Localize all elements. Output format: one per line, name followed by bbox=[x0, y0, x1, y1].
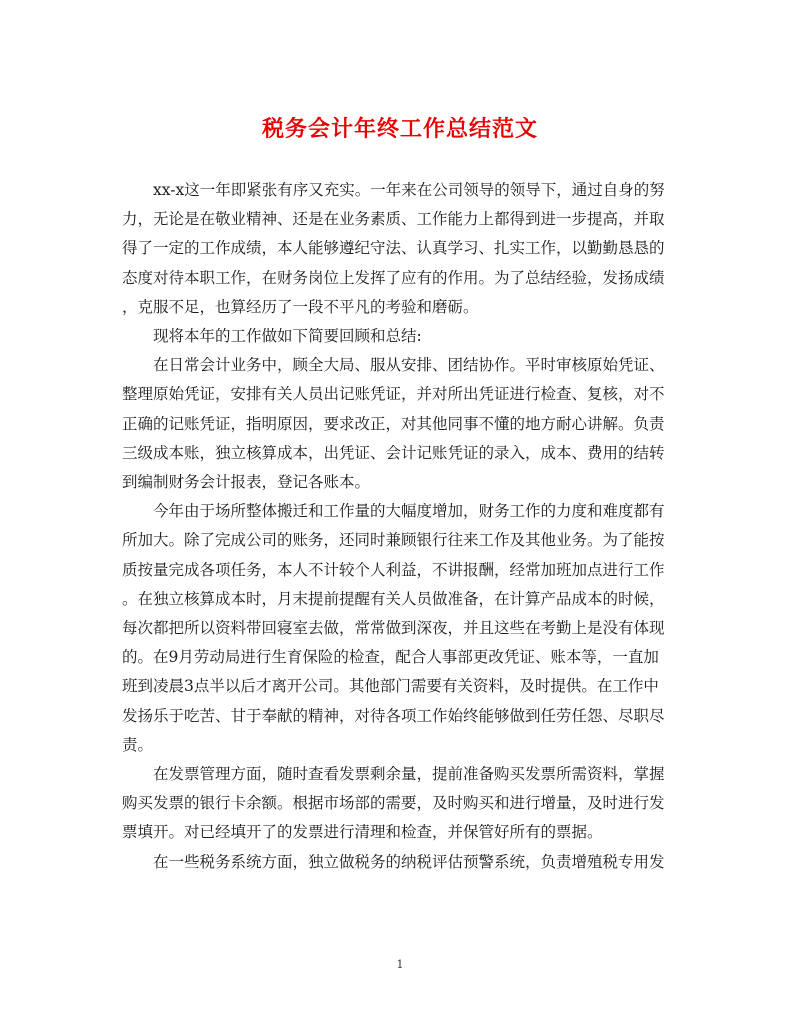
paragraph-summary-lead: 现将本年的工作做如下简要回顾和总结: bbox=[153, 327, 422, 346]
paragraph-relocation-workload: 今年由于场所整体搬迁和工作量的大幅度增加，财务工作的力度和难度都有 所加大。除了完成公司的账务，还同时兼顾银行往来工作及其他业务。为了能按 质按量完成各项任务，本人不计较个人利益，不讲报酬，经常加班加点进行工作 。在独立核算成本时，月末提前提醒有关人员做准备，在计算产品成本的时候， 每次都把所以资料带回寝室去做，常常做到深夜，并且这些在考勤上是没有体现 的。在9月劳动局进行生育保险的检查，配合人事部更改凭证、账本等，一直加 班到凌晨3点半以后才离开公司。其他部门需要有关资料，及时提供。在工作中 发扬乐于吃苦、甘于奉献的精神，对待各项工作始终能够做到任劳任怨、尽职尽 责。 bbox=[122, 502, 665, 754]
paragraph-invoice-management: 在发票管理方面，随时查看发票剩余量，提前准备购买发票所需资料，掌握 购买发票的银行卡余额。根据市场部的需要，及时购买和进行增量，及时进行发 票填开。对已经填开了的发票进行清理和检查，并保管好所有的票据。 bbox=[122, 765, 665, 842]
page-number: 1 bbox=[396, 958, 404, 971]
paragraph-intro: xx-x这一年即紧张有序又充实。一年来在公司领导的领导下，通过自身的努 力，无论是在敬业精神、还是在业务素质、工作能力上都得到进一步提高，并取 得了一定的工作成绩，本人能够遵纪守法、认真学习、扎实工作，以勤勤恳恳的 态度对待本职工作，在财务岗位上发挥了应有的作用。为了总结经验，发扬成绩 ，克服不足，也算经历了一段不平凡的考验和磨砺。 bbox=[122, 181, 665, 316]
paragraph-daily-accounting: 在日常会计业务中，顾全大局、服从安排、团结协作。平时审核原始凭证、 整理原始凭证，安排有关人员出记账凭证，并对所出凭证进行检查、复核，对不 正确的记账凭证，指明原因，要求改正，对其他同事不懂的地方耐心讲解。负责 三级成本账，独立核算成本，出凭证、会计记账凭证的录入，成本、费用的结转 到编制财务会计报表，登记各账本。 bbox=[122, 356, 665, 492]
document-title: 税务会计年终工作总结范文 bbox=[261, 116, 538, 142]
document-body bbox=[122, 176, 678, 877]
paragraph-tax-system: 在一些税务系统方面，独立做税务的纳税评估预警系统，负责增殖税专用发 bbox=[153, 852, 665, 871]
